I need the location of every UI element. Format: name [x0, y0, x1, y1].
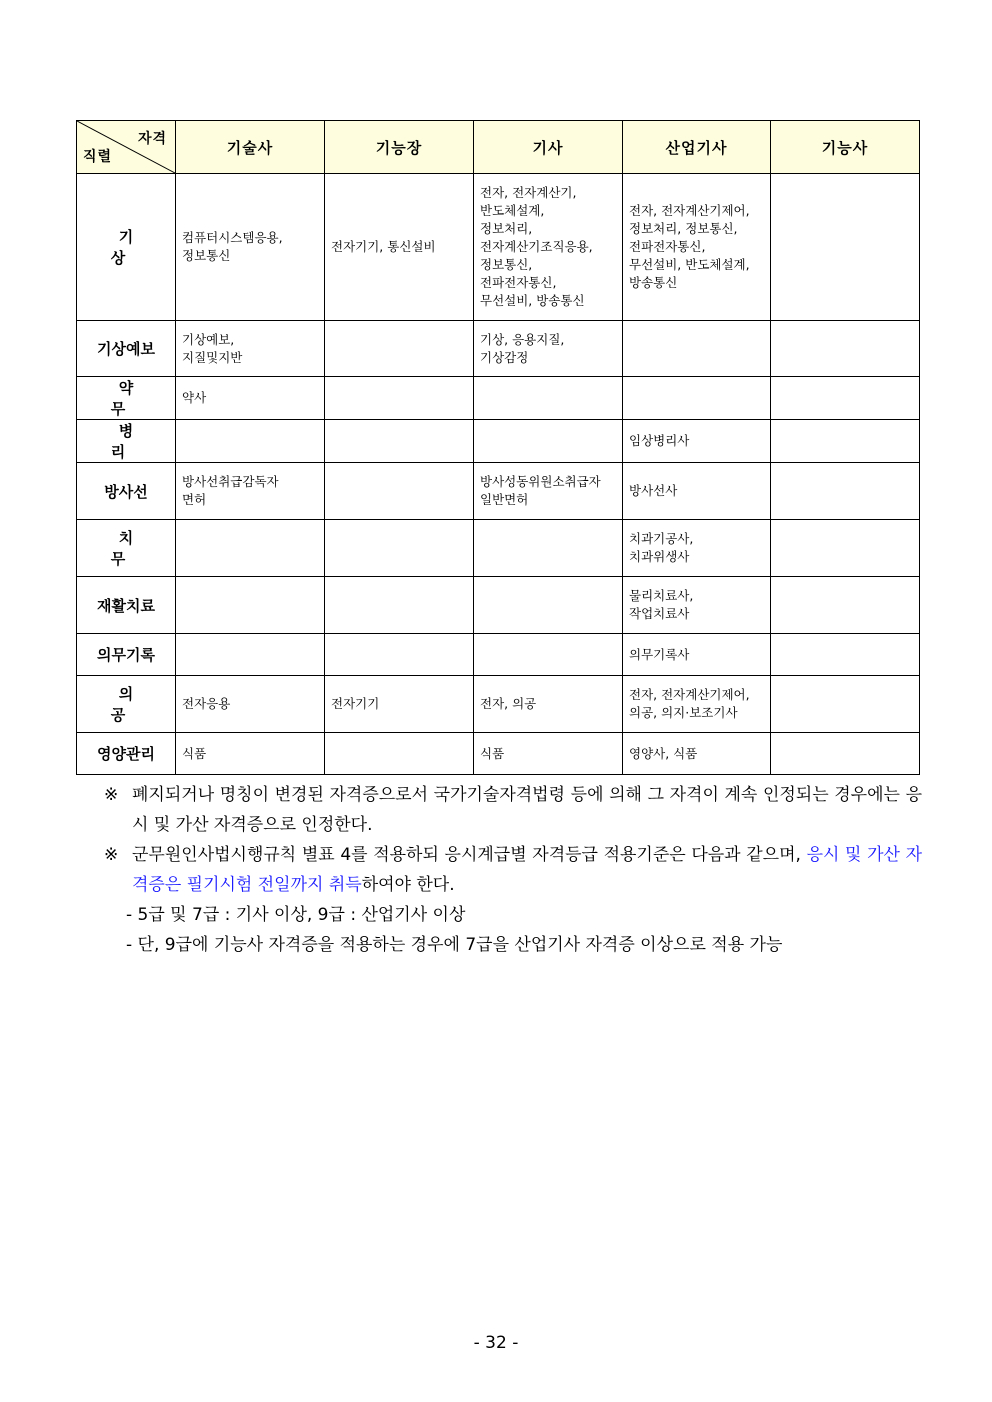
table-cell: 컴퓨터시스템응용, 정보통신	[176, 174, 325, 321]
table-cell	[771, 676, 920, 733]
table-row	[77, 520, 920, 577]
note-highlight: 응시 및 가산 자격증은 필기시험 전일까지 취득	[132, 845, 922, 895]
row-header: 방사선	[77, 463, 176, 520]
corner-header-cell	[77, 121, 176, 174]
table-cell	[325, 420, 474, 463]
table-cell: 방사성동위원소취급자 일반면허	[474, 463, 623, 520]
row-header: 기 상	[77, 174, 176, 321]
note-text: 군무원인사법시행규칙 별표 4를 적용하되 응시계급별 자격등급 적용기준은 다음과 같으며,	[132, 845, 801, 865]
table-cell	[325, 634, 474, 676]
table-cell: 전자, 전자계산기, 반도체설계, 정보처리, 전자계산기조직응용, 정보통신, 전파전자통신, 무선설비, 방송통신	[474, 174, 623, 321]
table-cell	[176, 520, 325, 577]
column-header: 기능장	[325, 121, 474, 174]
table-cell	[771, 174, 920, 321]
table-cell	[771, 420, 920, 463]
table-cell	[771, 463, 920, 520]
row-header: 병 리	[77, 420, 176, 463]
table-cell	[474, 377, 623, 420]
table-row	[77, 174, 920, 321]
table-cell: 전자응용	[176, 676, 325, 733]
reference-mark: ※	[104, 785, 119, 805]
table-row	[77, 321, 920, 377]
table-cell: 식품	[176, 733, 325, 775]
table-cell	[176, 420, 325, 463]
table-row	[77, 463, 920, 520]
table-cell	[325, 321, 474, 377]
table-cell: 약사	[176, 377, 325, 420]
column-header: 기술사	[176, 121, 325, 174]
notes-section	[104, 780, 922, 960]
table-row	[77, 577, 920, 634]
table-cell	[474, 577, 623, 634]
row-header: 의무기록	[77, 634, 176, 676]
row-header: 기상예보	[77, 321, 176, 377]
table-row	[77, 676, 920, 733]
table-cell: 영양사, 식품	[623, 733, 771, 775]
table-cell	[623, 377, 771, 420]
table-cell: 전자, 전자계산기제어, 의공, 의지·보조기사	[623, 676, 771, 733]
row-header: 재활치료	[77, 577, 176, 634]
table-row	[77, 733, 920, 775]
row-header: 약 무	[77, 377, 176, 420]
table-cell	[474, 520, 623, 577]
column-header: 기능사	[771, 121, 920, 174]
table-cell	[771, 520, 920, 577]
table-cell	[474, 420, 623, 463]
table-cell: 전자기기	[325, 676, 474, 733]
table-cell	[176, 577, 325, 634]
page-number: - 32 -	[473, 1333, 519, 1353]
note-item	[104, 780, 922, 840]
table-cell	[325, 520, 474, 577]
table-row	[77, 377, 920, 420]
column-header: 기사	[474, 121, 623, 174]
table-cell: 전자기기, 통신설비	[325, 174, 474, 321]
table-cell	[771, 733, 920, 775]
row-header: 의 공	[77, 676, 176, 733]
table-row	[77, 420, 920, 463]
corner-label-series: 직렬	[83, 149, 113, 165]
table-cell: 방사선사	[623, 463, 771, 520]
note-text: 폐지되거나 명칭이 변경된 자격증으로서 국가기술자격법령 등에 의해 그 자격이 계속 인정되는 경우에는 응시 및 가산 자격증으로 인정한다.	[132, 785, 922, 835]
table-cell	[771, 321, 920, 377]
table-cell	[325, 733, 474, 775]
table-cell: 방사선취급감독자 면허	[176, 463, 325, 520]
table-cell	[325, 377, 474, 420]
table-cell: 물리치료사, 작업치료사	[623, 577, 771, 634]
table-cell: 임상병리사	[623, 420, 771, 463]
table-cell: 식품	[474, 733, 623, 775]
qualification-table	[76, 120, 920, 775]
table-cell: 기상예보, 지질및지반	[176, 321, 325, 377]
table-cell	[771, 577, 920, 634]
table-cell	[771, 634, 920, 676]
table-cell: 의무기록사	[623, 634, 771, 676]
table-cell: 기상, 응용지질, 기상감정	[474, 321, 623, 377]
table-cell	[176, 634, 325, 676]
table-cell	[325, 577, 474, 634]
criteria-line: - 5급 및 7급 : 기사 이상, 9급 : 산업기사 이상	[126, 905, 466, 925]
corner-label-qualification: 자격	[137, 131, 167, 147]
row-header: 영양관리	[77, 733, 176, 775]
table-cell	[771, 377, 920, 420]
table-row	[77, 634, 920, 676]
note-item	[104, 840, 922, 900]
note-text-end: 하여야 한다.	[361, 875, 455, 895]
table-cell: 전자, 의공	[474, 676, 623, 733]
reference-mark: ※	[104, 845, 119, 865]
header-row	[77, 121, 920, 174]
criteria-line: - 단, 9급에 기능사 자격증을 적용하는 경우에 7급을 산업기사 자격증 이상으로 적용 가능	[126, 935, 783, 955]
table-cell: 치과기공사, 치과위생사	[623, 520, 771, 577]
table-cell	[474, 634, 623, 676]
column-header: 산업기사	[623, 121, 771, 174]
table-cell: 전자, 전자계산기제어, 정보처리, 정보통신, 전파전자통신, 무선설비, 반도체설계, 방송통신	[623, 174, 771, 321]
table-cell	[325, 463, 474, 520]
row-header: 치 무	[77, 520, 176, 577]
table-cell	[623, 321, 771, 377]
